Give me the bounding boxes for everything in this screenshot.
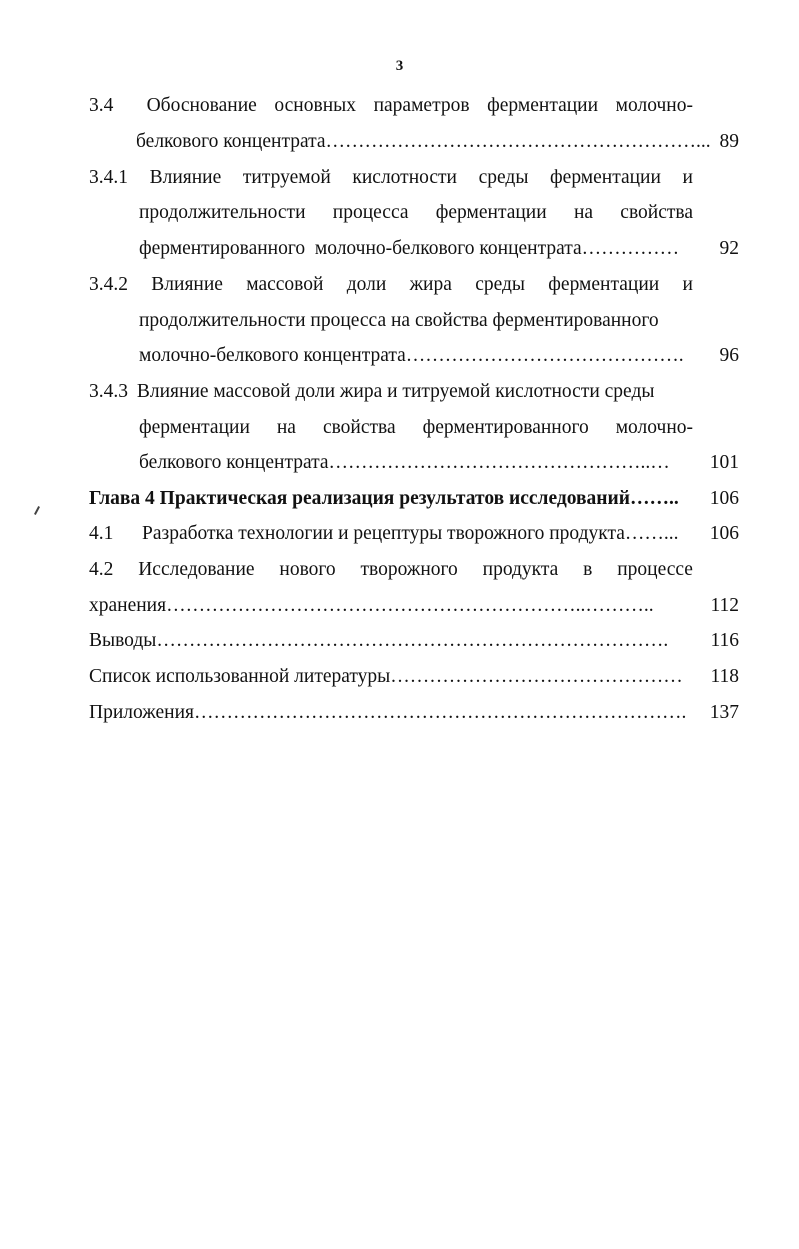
toc-entry-3-4-1-line2 [139,200,693,226]
word: ферментированного [422,417,589,438]
page-ref: 106 [709,523,739,544]
page-ref: 96 [719,345,739,366]
section-number: 3.4.2 [89,274,128,295]
word: творожного [360,559,458,580]
word: и [682,274,693,295]
word: продолжительности [139,202,306,223]
page-ref: 137 [709,702,739,723]
word: среды [478,167,529,188]
page-ref: 116 [710,630,739,651]
word: в [583,559,593,580]
word: ферментации [550,167,661,188]
word: свойства [620,202,693,223]
toc-entry-3-4-2-line1 [89,272,693,298]
word: Исследование [138,559,255,580]
section-number: 3.4 [89,95,114,116]
stray-pen-mark [34,506,40,515]
word: основных [274,95,356,116]
page-ref: 92 [719,238,739,259]
page-ref: 89 [719,131,739,152]
section-number: 3.4.3 [89,381,128,402]
word: кислотности [352,167,457,188]
word: ферментации [548,274,660,295]
page-ref: 106 [709,488,739,509]
toc-entry-3-4-line2: белкового концентрата…………………………………………………... [136,131,711,152]
toc-entry-3-4-1-line3: ферментированного молочно-белкового концентрата…………… [139,238,680,259]
section-number: 3.4.1 [89,167,128,188]
entry-title: Влияние массовой доли жира и титруемой кислотности среды [136,381,655,402]
word: параметров [373,95,470,116]
word: жира [409,274,452,295]
toc-entry-4-2-line1 [89,557,693,583]
toc-entry-3-4-2-line3: молочно-белкового концентрата……………………………………. [139,345,684,366]
word: доли [346,274,387,295]
word: Обоснование [146,95,257,116]
word: нового [279,559,336,580]
toc-entry-4-2-line2: хранения………………………………………………………..……….. [89,595,654,616]
toc-entry-3-4-3-line3: белкового концентрата…………………………………………..… [139,452,670,473]
entry-title: Список использованной литературы……………………………………… [89,666,683,687]
word: ферментации [139,417,250,438]
toc-entry-3-4-line1 [89,93,693,119]
page-ref: 101 [709,452,739,473]
word: процессе [617,559,693,580]
word: на [573,202,594,223]
toc-entry-3-4-2-line2: продолжительности процесса на свойства ферментированного [139,310,659,331]
word: титруемой [242,167,331,188]
entry-title: Выводы……………………………………………………………………. [89,630,669,651]
word: ферментации [435,202,547,223]
word: молочно- [615,417,693,438]
page-number: 3 [395,58,404,74]
word: свойства [322,417,396,438]
entry-title: Приложения…………………………………………………………………. [89,702,687,723]
word: массовой [246,274,324,295]
word: на [276,417,296,438]
chapter-title: Глава 4 Практическая реализация результатов исследований…….. [89,488,679,509]
word: ферментации [487,95,599,116]
word: продукта [482,559,559,580]
page-ref: 112 [710,595,739,616]
word: и [682,167,693,188]
word: среды [475,274,526,295]
toc-entry-3-4-3-line1 [89,379,654,405]
toc-entry-3-4-1-line1 [89,165,693,191]
word: молочно- [615,95,693,116]
word: процесса [332,202,409,223]
entry-title: Разработка технологии и рецептуры творожного продукта……... [142,523,679,544]
toc-entry-3-4-3-line2 [139,415,693,441]
word: Влияние [149,167,222,188]
section-number: 4.1 [89,523,114,544]
section-number: 4.2 [89,559,114,580]
word: Влияние [151,274,223,295]
page-ref: 118 [710,666,739,687]
